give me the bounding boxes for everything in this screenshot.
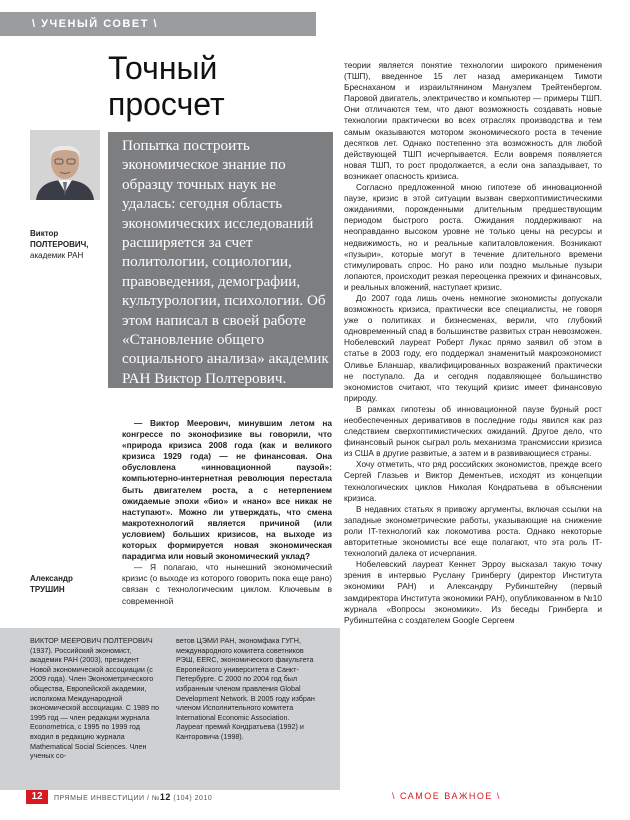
right-paragraph: В рамках гипотезы об инновационной паузе бурный рост необеспеченных деривативов в последние годы явился как раз следствием сверхоптимистических ожиданий. Другое дело, что финансовый рынок сыграл роль механизма трансмиссии кризиса из США в другие развитые, а затем и в развивающиеся страны.: [344, 403, 602, 459]
interview-column-left: [122, 418, 332, 607]
author-interviewee: [30, 228, 110, 261]
magazine-footer: [54, 792, 212, 804]
magazine-name: ПРЯМЫЕ ИНВЕСТИЦИИ: [54, 795, 145, 802]
interview-question: — Виктор Меерович, минувшим летом на конгрессе по эконофизике вы говорили, что «природа кризиса 2008 года (как и великого кризиса 1929 года) — не финансовая. Она обусловлена «инновационной паузой»: компьютерно-интернетная революция перестала быть двигателем роста, а с нетерпением ожидаемые эпохи «био» и «нано» все никак не наступают». Можно ли утверждать, что смена макротехнологий является причиной (или условием) больших кризисов, на выходе из которых формируется новая экономическая парадигма или новый экономический уклад?: [122, 418, 332, 562]
biography-column-1: ВИКТОР МЕЕРОВИЧ ПОЛТЕРОВИЧ (1937). Российский экономист, академик РАН (2003), президент Новой экономической ассоциации (с 2009 года). Член Эконометрического общества, Европейской академии, исполкома Международной экономической ассоциации. С 1989 по 1995 год — член редакции журнала Econometrica, с 1995 по 1999 год входил в редакцию журнала Mathematical Social Sciences. Член ученых со-: [30, 636, 159, 761]
issue-suffix: (104) 2010: [173, 795, 213, 802]
author-interviewer: [30, 573, 110, 595]
page-number: 12: [26, 790, 48, 804]
author2-first-name: Александр: [30, 574, 73, 583]
right-paragraph: Хочу отметить, что ряд российских экономистов, прежде всего Сергей Глазьев и Виктор Дементьев, исходят из концепции технологических циклов Николая Кондратьева в объяснении кризиса.: [344, 459, 602, 503]
author2-last-name: ТРУШИН: [30, 585, 65, 594]
interview-column-right: [344, 60, 602, 626]
right-paragraph: До 2007 года лишь очень немногие экономисты допускали возможность кризиса, практически все специалисты, не говоря уже о политиках и бизнесменах, верили, что глубокий одновременный спад в большинстве развитых стран невозможен. Нобелевский лауреат Роберт Лукас прямо заявил об этом в статье в 2003 году, его поддержал знаменитый макроэкономист Оливье Бланшар, квалифицированных возражений практически не поступало. Да и сегодня подавляющее большинство экономистов считают, что текущий кризис имеет финансовую природу.: [344, 292, 602, 403]
right-paragraph: Нобелевский лауреат Кеннет Эрроу высказал такую точку зрения в интервью Руслану Гринбергу (директор Института экономики РАН) и Александру Рубинштейну (первый замдиректора Института экономики РАН), опубликованном в №10 журнала «Вопросы экономики». Из беседы Гринберга и Рубинштейна с создателем Google Сергеем: [344, 559, 602, 625]
author1-first-name: Виктор: [30, 229, 59, 238]
issue-number: 12: [159, 792, 171, 802]
section-rubric: \ УЧЕНЫЙ СОВЕТ \: [0, 12, 316, 36]
right-paragraph: В недавних статьях я привожу аргументы, включая ссылки на западные эконометрические работы, указывающие на снижение роли IT-технологий как локомотива роста. Однако некоторые авторитетные экономисты все еще полагают, что эта роль IT-технологий далека от исчерпания.: [344, 503, 602, 559]
biography-column-2: ветов ЦЭМИ РАН, экономфака ГУГН, международного комитета советников РЭШ, EERC, экономического факультета Европейского университета в Санкт-Петербурге. С 2000 по 2004 год был избранным членом правления Global Development Network. В 2005 году избран членом Исполнительного комитета International Economic Association. Лауреат премий Кондратьева (1992) и Канторовича (1998).: [176, 636, 315, 741]
author1-role: академик РАН: [30, 251, 84, 260]
lead-paragraph: Попытка построить экономическое знание по образцу точных наук не удалась: сегодня область экономических исследований расширяется за счет политологии, социологии, правоведения, демографии, культурологии, психологии. Об этом написал в своей работе «Становление общего социального анализа» академик РАН Виктор Полтерович.: [122, 137, 329, 387]
title-line-2: просчет: [108, 86, 225, 122]
interview-answer-start: — Я полагаю, что нынешний экономический кризис (о выходе из которого говорить пока еще рано) связан с технологическим циклом. Ключевым в современной: [122, 562, 332, 606]
right-paragraph: теории является понятие технологии широкого применения (ТШП), введенное 15 лет назад американцем Тимоти Бреснаханом и израильтянином Мануэлем Трейтенбергом. Паровой двигатель, электричество и компьютер — примеры ТШП. Они отличаются тем, что дают возможность создавать новые технологии практически во всех отраслях производства и тем самым оказываются мотором экономического роста в течение десятков лет. Однако постепенно эта возможность для любой действующей ТШП исчерпывается. Если вовремя появляется новая ТШП, то рост продолжается, а если она запаздывает, то возникает опасность кризиса.: [344, 60, 602, 181]
issue-prefix: / №: [147, 795, 160, 802]
section-footer: \ САМОЕ ВАЖНОЕ \: [392, 791, 501, 801]
author1-last-name: ПОЛТЕРОВИЧ,: [30, 240, 89, 249]
author-portrait-photo: [30, 130, 100, 200]
right-paragraph: Согласно предложенной мною гипотезе об инновационной паузе, кризис в этой ситуации вызван сверхоптимистическими ожиданиями, порожденными длительным предшествующим периодом быстрого роста. Ожидания поддерживают на неоправданно высоком уровне не только цены на ресурсы и недвижимость, но и реальные капиталовложения. Возникают «пузыри», которые могут в течение длительного времени стимулировать спрос. Но рано или поздно мыльные пузыри лопаются, происходит резкая переоценка прежних и финансовых, и реальных вложений, наступает кризис.: [344, 182, 602, 292]
title-line-1: Точный: [108, 50, 218, 86]
article-title: [108, 50, 328, 122]
